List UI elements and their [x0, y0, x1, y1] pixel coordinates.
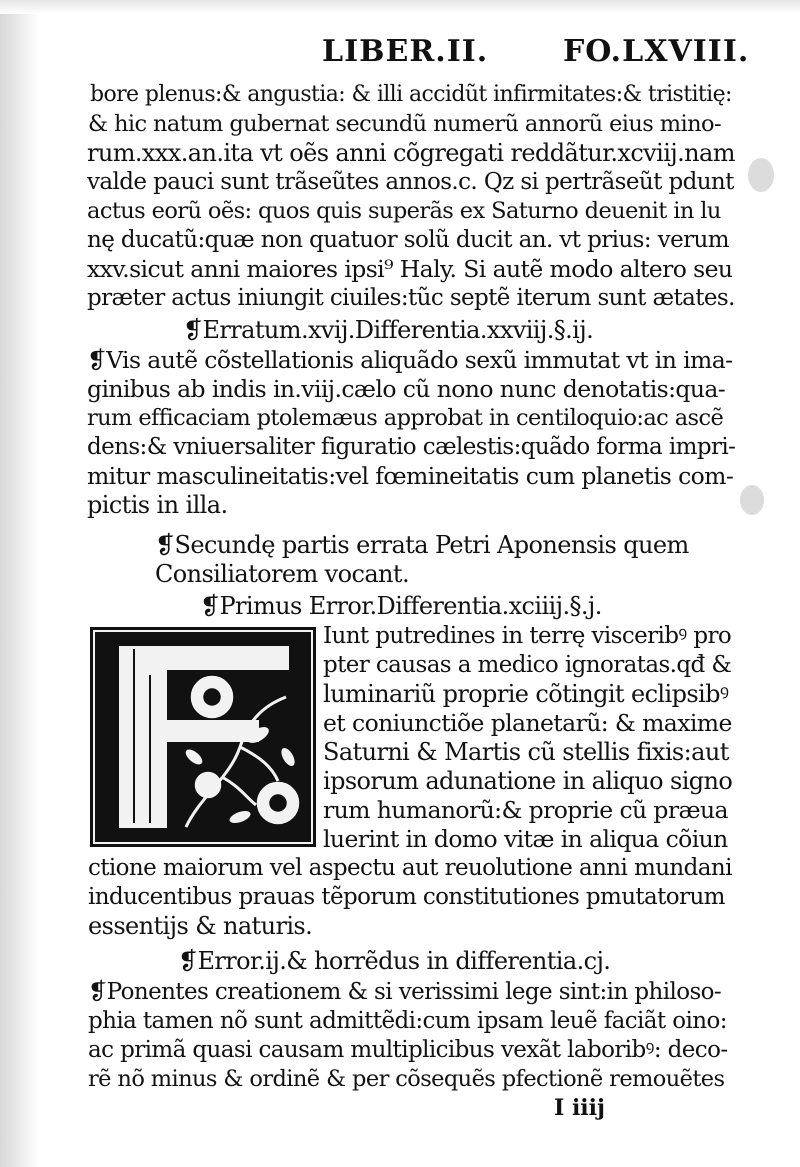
bleed-spot	[740, 485, 764, 515]
text-line: luminariũ proprie cõtingit eclipsibꝰ	[323, 680, 729, 708]
text-line: Saturni & Martis cũ stellis fixis:aut	[323, 738, 729, 766]
text-line: et coniunctiõe planetarũ: & maxime	[323, 709, 732, 737]
text-line: pictis in illa.	[87, 491, 228, 519]
header-book: LIBER.II.	[322, 34, 489, 69]
text-line: actus eorũ oẽs: quos quis superãs ex Saturno deuenit in lu	[87, 198, 721, 224]
text-line: rum humanorũ:& proprie cũ præua	[323, 796, 728, 824]
page-top-shadow	[0, 0, 800, 14]
text-line: bore plenus:& angustia: & illi accidũt infirmitates:& tristitię:	[90, 82, 732, 107]
rubric-heading: ❡Erratum.xvij.Differentia.xxviij.§.ij.	[183, 316, 594, 344]
text-line: ❡Vis autẽ cõstellationis aliquãdo sexũ immutat vt in ima-	[87, 346, 733, 374]
text-line: ctione maiorum vel aspectu aut reuolutione anni mundani	[88, 855, 732, 881]
running-header	[0, 30, 800, 70]
text-line: valde pauci sunt trãseũtes annos.c. Qz si pertrãseũt pdunt	[87, 169, 734, 195]
text-line: Iunt putredines in terrę visceribꝰ pro	[323, 623, 732, 649]
text-line: ginibus ab indis in.viij.cælo cũ nono nunc denotatis:qua-	[87, 375, 726, 403]
text-line: rum.xxx.an.ita vt oẽs anni cõgregati reddãtur.xcviij.nam	[87, 139, 735, 167]
text-line: nę ducatũ:quæ non quatuor solũ ducit an. vt prius: verum	[87, 227, 729, 253]
text-line: ac primã quasi causam multiplicibus vexãt laboribꝰ: deco-	[88, 1037, 728, 1063]
text-line: rum efficaciam ptolemæus approbat in centiloquio:ac ascẽ	[87, 405, 724, 431]
rubric-heading: ❡Primus Error.Differentia.xciiij.§.j.	[200, 592, 602, 620]
text-line: dens:& vniuersaliter figuratio cælestis:quãdo forma impri-	[87, 434, 735, 460]
text-line: essentijs & naturis.	[88, 912, 313, 940]
text-line: ipsorum adunatione in aliquo signo	[323, 767, 733, 795]
text-line: inducentibus prauas tẽporum constitutiones pmutatorum	[88, 884, 725, 910]
decorated-initial-f-icon	[90, 627, 316, 847]
rubric-heading: ❡Error.ij.& horrẽdus in differentia.cj.	[178, 947, 611, 975]
text-line: præter actus iniungit ciuiles:tũc septẽ iterum sunt ætates.	[87, 285, 735, 311]
signature-mark: I iiij	[554, 1095, 605, 1121]
header-folio: FO.LXVIII.	[563, 34, 750, 69]
bleed-spot	[748, 158, 774, 192]
page-edge-shadow	[0, 0, 40, 1167]
text-line: mitur masculineitatis:vel fœmineitatis cum planetis com-	[87, 462, 734, 490]
text-line: xxv.sicut anni maiores ipsi⁹ Haly. Si autẽ modo altero seu	[87, 255, 733, 283]
text-line: luerint in domo vitæ in aliqua cõiun	[323, 825, 728, 853]
text-line: pter causas a medico ignoratas.qđ &	[323, 652, 732, 678]
rubric-heading: ❡Secundę partis errata Petri Aponensis quem	[155, 531, 689, 559]
text-line: ❡Ponentes creationem & si verissimi lege sint:in philoso-	[88, 979, 722, 1005]
text-line: & hic natum gubernat secundũ numerũ annorũ eius mino-	[88, 111, 721, 137]
text-line: phia tamen nõ sunt admittẽdi:cum ipsam leuẽ faciãt oino:	[88, 1008, 727, 1034]
rubric-heading: Consiliatorem vocant.	[155, 560, 409, 588]
text-line: rẽ nõ minus & ordinẽ & per cõsequẽs pfectionẽ remouẽtes	[88, 1066, 725, 1092]
